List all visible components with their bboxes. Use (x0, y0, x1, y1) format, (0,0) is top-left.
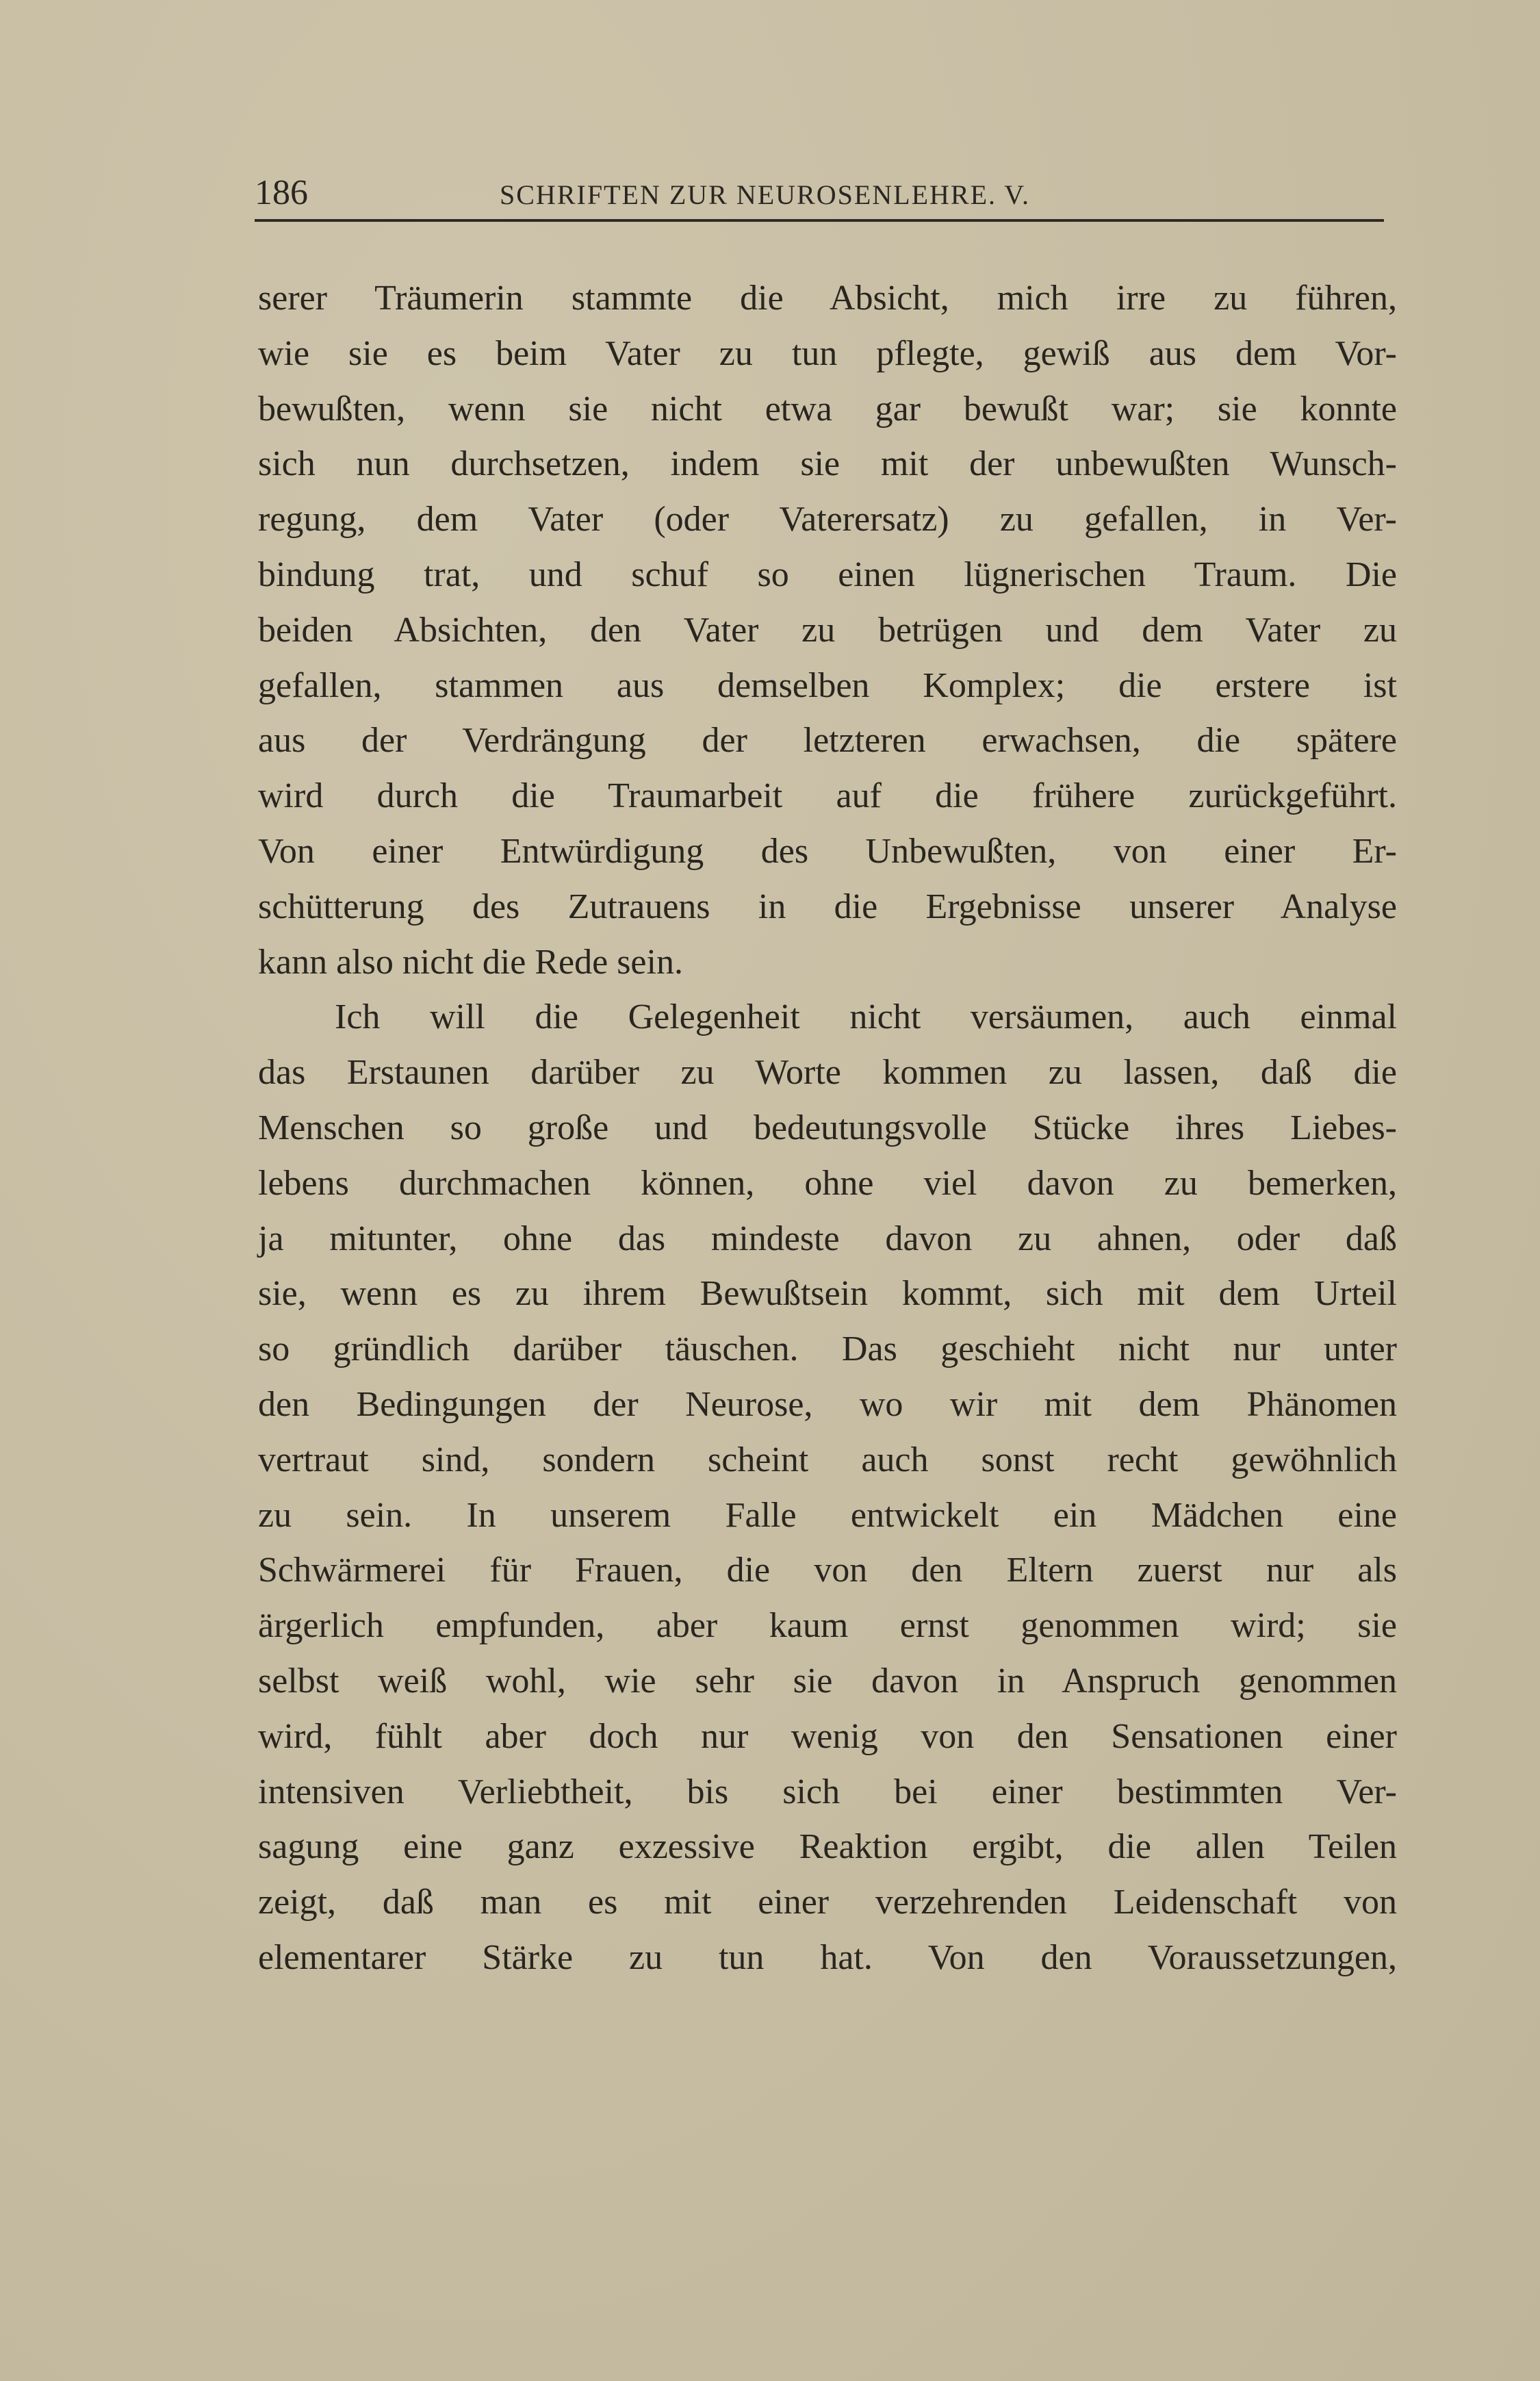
text-line: intensiven Verliebtheit, bis sich bei einer bestimmten Ver- (258, 1772, 1397, 1811)
text-line: sie, wenn es zu ihrem Bewußtsein kommt, sich mit dem Urteil (258, 1274, 1397, 1314)
text-line: zu sein. In unserem Falle entwickelt ein Mädchen eine (258, 1495, 1397, 1535)
page-number: 186 (255, 173, 308, 212)
text-line: schütterung des Zutrauens in die Ergebnisse unserer Analyse (258, 887, 1397, 926)
text-line: aus der Verdrängung der letzteren erwachsen, die spätere (258, 721, 1397, 761)
text-line: den Bedingungen der Neurose, wo wir mit dem Phänomen (258, 1384, 1397, 1424)
text-line: bewußten, wenn sie nicht etwa gar bewußt war; sie konnte (258, 389, 1397, 429)
text-line: Schwärmerei für Frauen, die von den Eltern zuerst nur als (258, 1551, 1397, 1590)
text-line: Von einer Entwürdigung des Unbewußten, von einer Er- (258, 831, 1397, 871)
text-line: Ich will die Gelegenheit nicht versäumen, auch einmal (335, 997, 1397, 1037)
text-line: vertraut sind, sondern scheint auch sonst recht gewöhnlich (258, 1440, 1397, 1479)
text-line: wird durch die Traumarbeit auf die frühere zurückgeführt. (258, 776, 1397, 816)
text-line: regung, dem Vater (oder Vaterersatz) zu gefallen, in Ver- (258, 500, 1397, 539)
text-line: kann also nicht die Rede sein. (258, 942, 683, 982)
text-line: beiden Absichten, den Vater zu betrügen und dem Vater zu (258, 610, 1397, 650)
text-line: elementarer Stärke zu tun hat. Von den Voraussetzungen, (258, 1937, 1397, 1977)
text-line: gefallen, stammen aus demselben Komplex; die erstere ist (258, 665, 1397, 705)
text-line: wird, fühlt aber doch nur wenig von den Sensationen einer (258, 1716, 1397, 1756)
text-line: serer Träumerin stammte die Absicht, mich irre zu führen, (258, 279, 1397, 318)
text-line: lebens durchmachen können, ohne viel davon zu bemerken, (258, 1163, 1397, 1203)
text-line: zeigt, daß man es mit einer verzehrenden Leidenschaft von (258, 1883, 1397, 1922)
text-line: wie sie es beim Vater zu tun pflegte, gewiß aus dem Vor- (258, 333, 1397, 373)
text-line: Menschen so große und bedeutungsvolle Stücke ihres Liebes- (258, 1108, 1397, 1147)
text-line: so gründlich darüber täuschen. Das geschieht nicht nur unter (258, 1329, 1397, 1369)
text-line: sich nun durchsetzen, indem sie mit der unbewußten Wunsch- (258, 444, 1397, 484)
body-text (258, 271, 1397, 1986)
text-line: ja mitunter, ohne das mindeste davon zu ahnen, oder daß (258, 1219, 1397, 1258)
text-line: sagung eine ganz exzessive Reaktion ergibt, die allen Teilen (258, 1827, 1397, 1867)
text-line: selbst weiß wohl, wie sehr sie davon in Anspruch genommen (258, 1661, 1397, 1701)
page-header (255, 171, 1384, 215)
running-title: SCHRIFTEN ZUR NEUROSENLEHRE. V. (500, 179, 1031, 210)
text-line: ärgerlich empfunden, aber kaum ernst genommen wird; sie (258, 1606, 1397, 1646)
header-rule (255, 219, 1384, 222)
text-line: das Erstaunen darüber zu Worte kommen zu lassen, daß die (258, 1053, 1397, 1093)
text-line: bindung trat, und schuf so einen lügnerischen Traum. Die (258, 555, 1397, 594)
